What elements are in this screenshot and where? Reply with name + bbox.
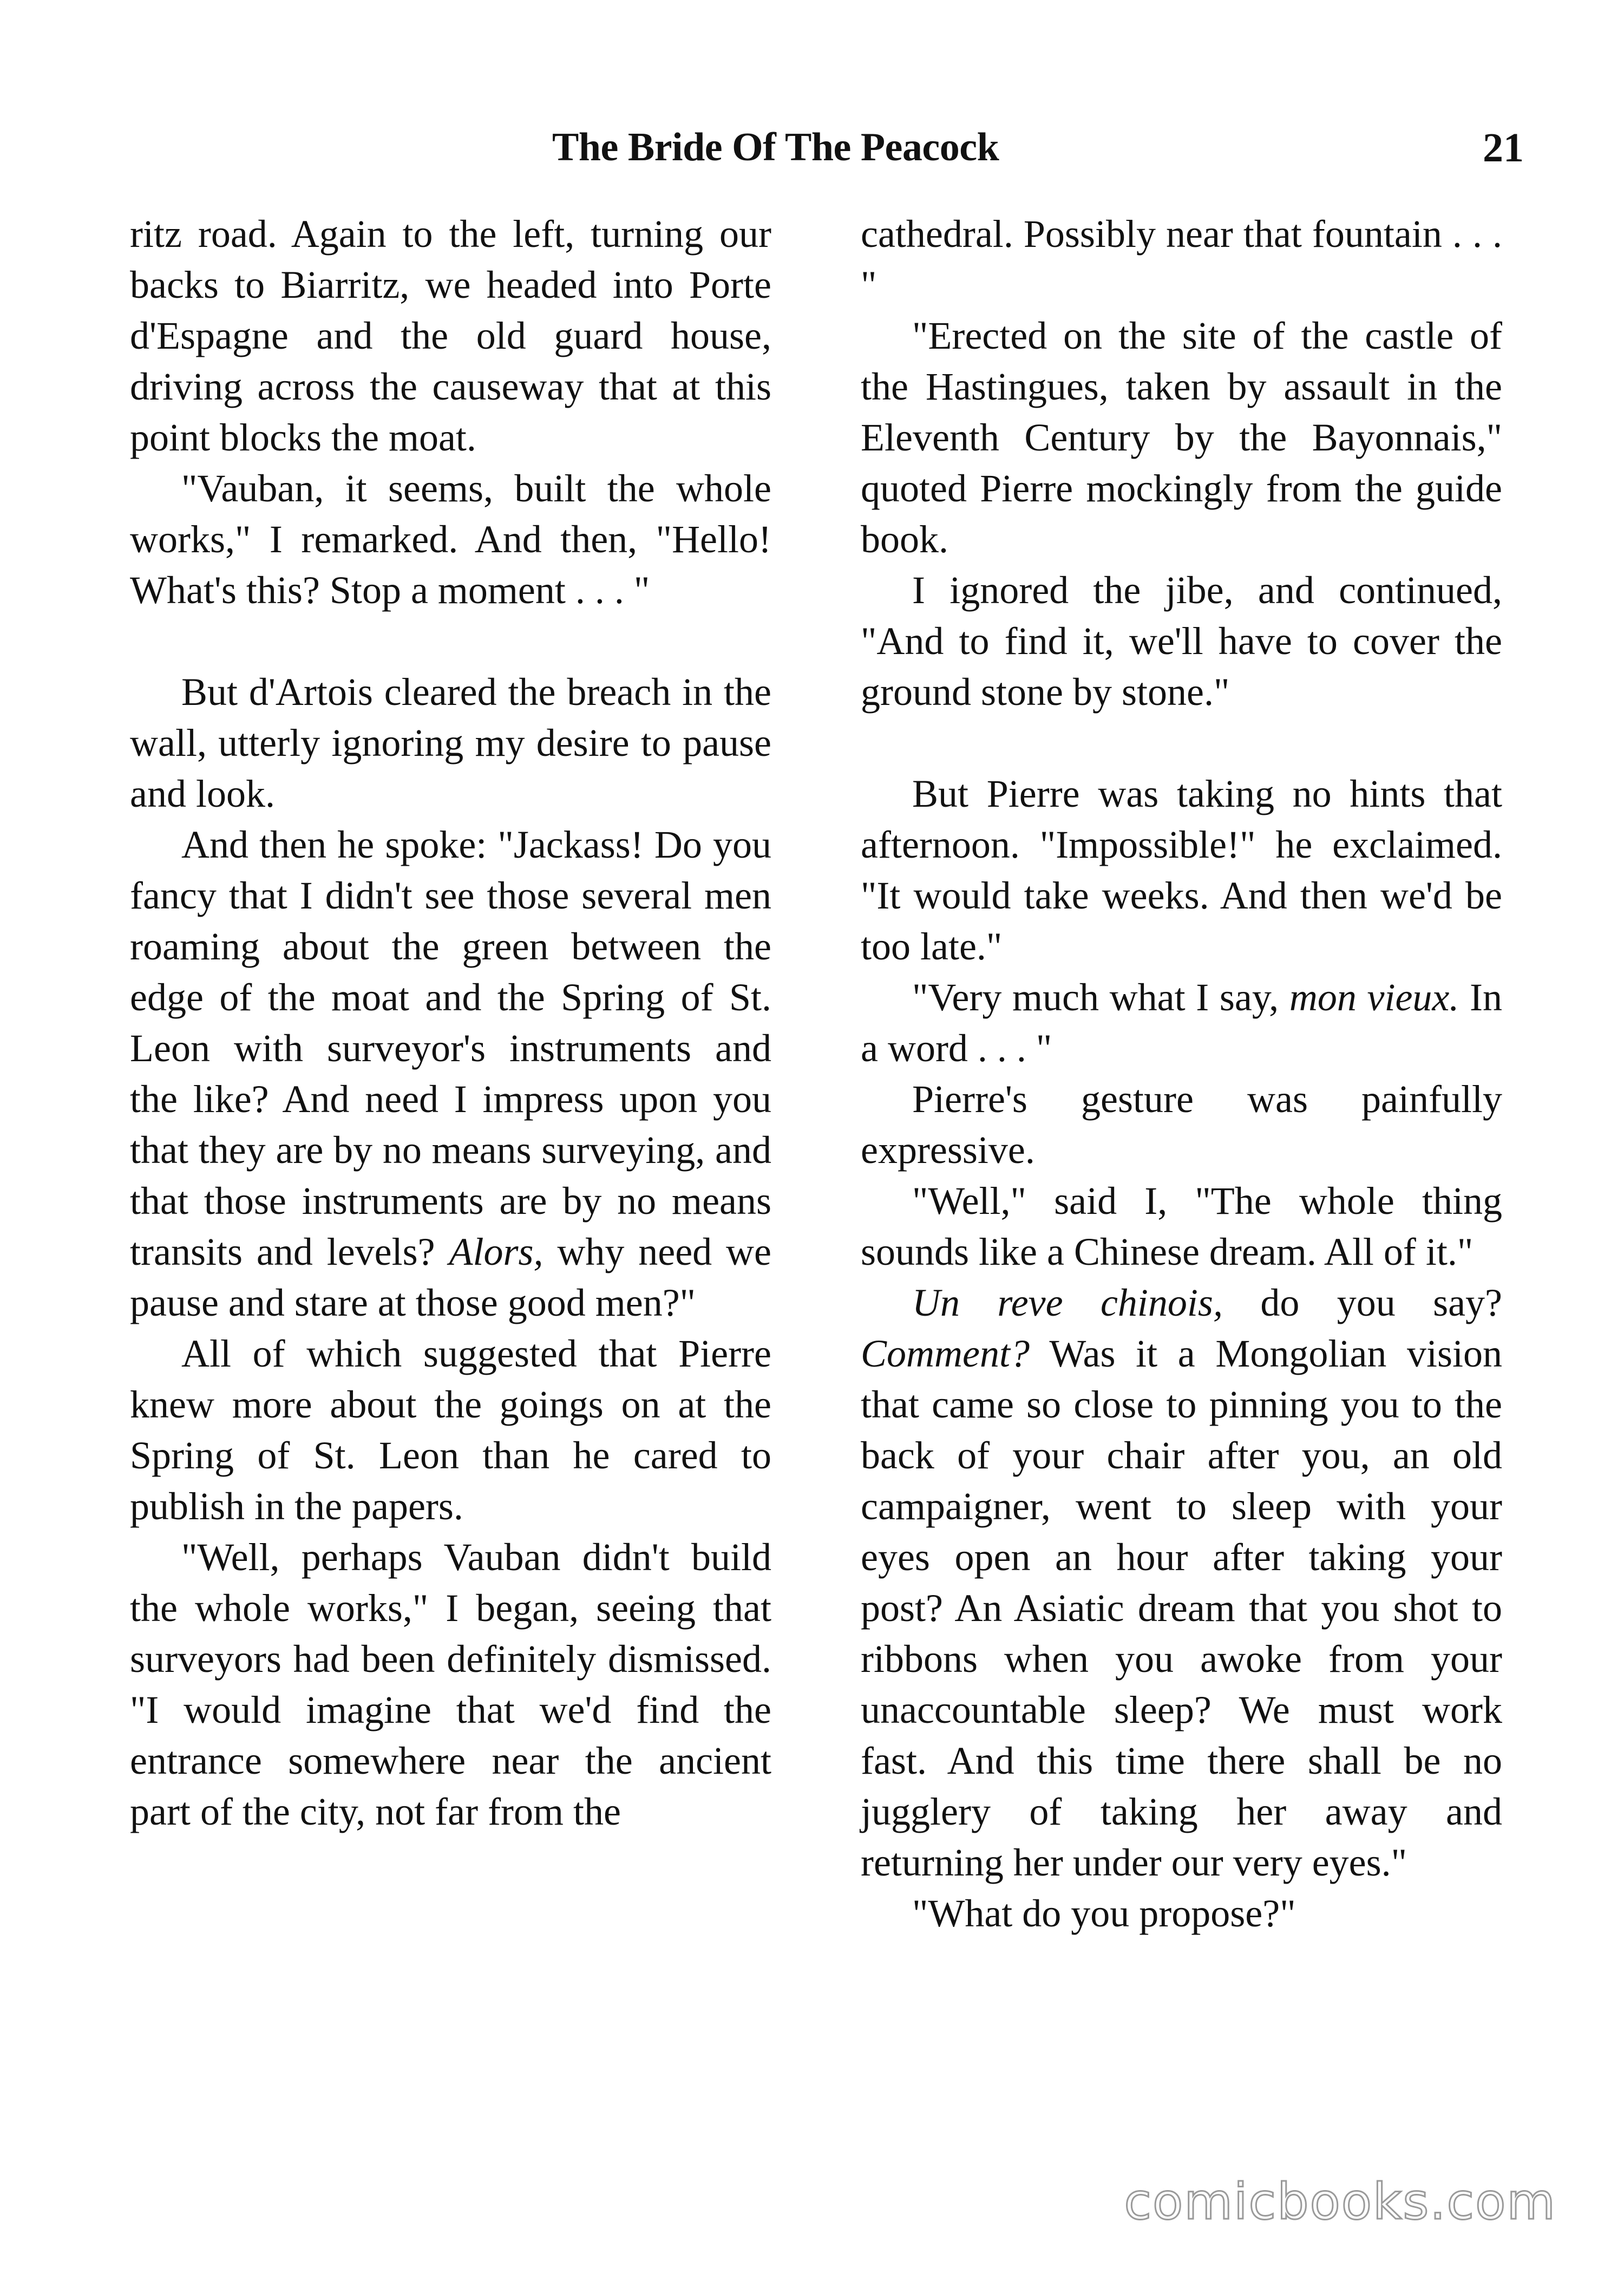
paragraph: Pierre's gesture was painfully expressive.	[861, 1077, 1502, 1172]
paragraph: "What do you propose?"	[912, 1892, 1296, 1935]
paragraph-text: why need we pause and stare at those good men?"	[130, 1230, 771, 1324]
italic-phrase: Alors,	[449, 1230, 543, 1273]
paragraph: "Well," said I, "The whole thing sounds like a Chinese dream. All of it."	[861, 1179, 1502, 1273]
paragraph	[861, 972, 1502, 1074]
paragraph: All of which suggested that Pierre knew more about the goings on at the Spring of St. Leon than he cared to publish in the papers.	[130, 1332, 771, 1528]
paragraph	[861, 1277, 1502, 1888]
running-title: The Bride Of The Peacock	[552, 125, 999, 169]
watermark: comicbooks.com	[1124, 2173, 1556, 2231]
italic-phrase: Un reve chinois,	[912, 1281, 1223, 1324]
paragraph	[130, 819, 771, 1328]
italic-phrase: mon vieux.	[1289, 976, 1459, 1019]
paragraph-text: In a word . . . "	[861, 976, 1502, 1070]
paragraph: But Pierre was taking no hints that afternoon. "Impossible!" he exclaimed. "It would take weeks. And then we'd be too late."	[861, 772, 1502, 968]
paragraph: "Well, perhaps Vauban didn't build the whole works," I began, seeing that surveyors had been definitely dismissed. "I would imagine that we'd find the entrance somewhere near the ancient part of the city, not far from the	[130, 1535, 771, 1833]
italic-phrase: Comment?	[861, 1332, 1030, 1375]
right-text-column	[861, 208, 1502, 1939]
paragraph-text: Was it a Mongolian vision that came so close to pinning you to the back of your chair after you, an old campaigner, went to sleep with your eyes open an hour after taking your post? An Asiatic dream that you shot to ribbons when you awoke from your unaccountable sleep? We must work fast. And this time there shall be no jugglery of taking her away and returning her under our very eyes."	[861, 1332, 1502, 1884]
paragraph: I ignored the jibe, and continued, "And to find it, we'll have to cover the ground stone by stone."	[861, 568, 1502, 714]
page-number: 21	[1483, 125, 1524, 171]
paragraph-text: "Very much what I say,	[912, 976, 1279, 1019]
paragraph: ritz road. Again to the left, turning our backs to Biarritz, we headed into Porte d'Espagne and the old guard house, driving across the causeway that at this point blocks the moat.	[130, 212, 771, 459]
paragraph-text: And then he spoke: "Jackass! Do you fancy that I didn't see those several men roaming about the green between the edge of the moat and the Spring of St. Leon with surveyor's instruments and the like? And need I impress upon you that they are by no means surveying, and that those instruments are by no means transits and levels?	[130, 823, 771, 1273]
left-text-column	[130, 208, 771, 1837]
paragraph: "Erected on the site of the castle of the Hastingues, taken by assault in the Eleventh Century by the Bayonnais," quoted Pierre mockingly from the guide book.	[861, 314, 1502, 561]
paragraph: cathedral. Possibly near that fountain . . . "	[861, 212, 1502, 306]
paragraph: But d'Artois cleared the breach in the wall, utterly ignoring my desire to pause and look.	[130, 670, 771, 815]
paragraph: "Vauban, it seems, built the whole works," I remarked. And then, "Hello! What's this? Stop a moment . . . "	[130, 467, 771, 612]
paragraph-text: do you say?	[1260, 1281, 1503, 1324]
